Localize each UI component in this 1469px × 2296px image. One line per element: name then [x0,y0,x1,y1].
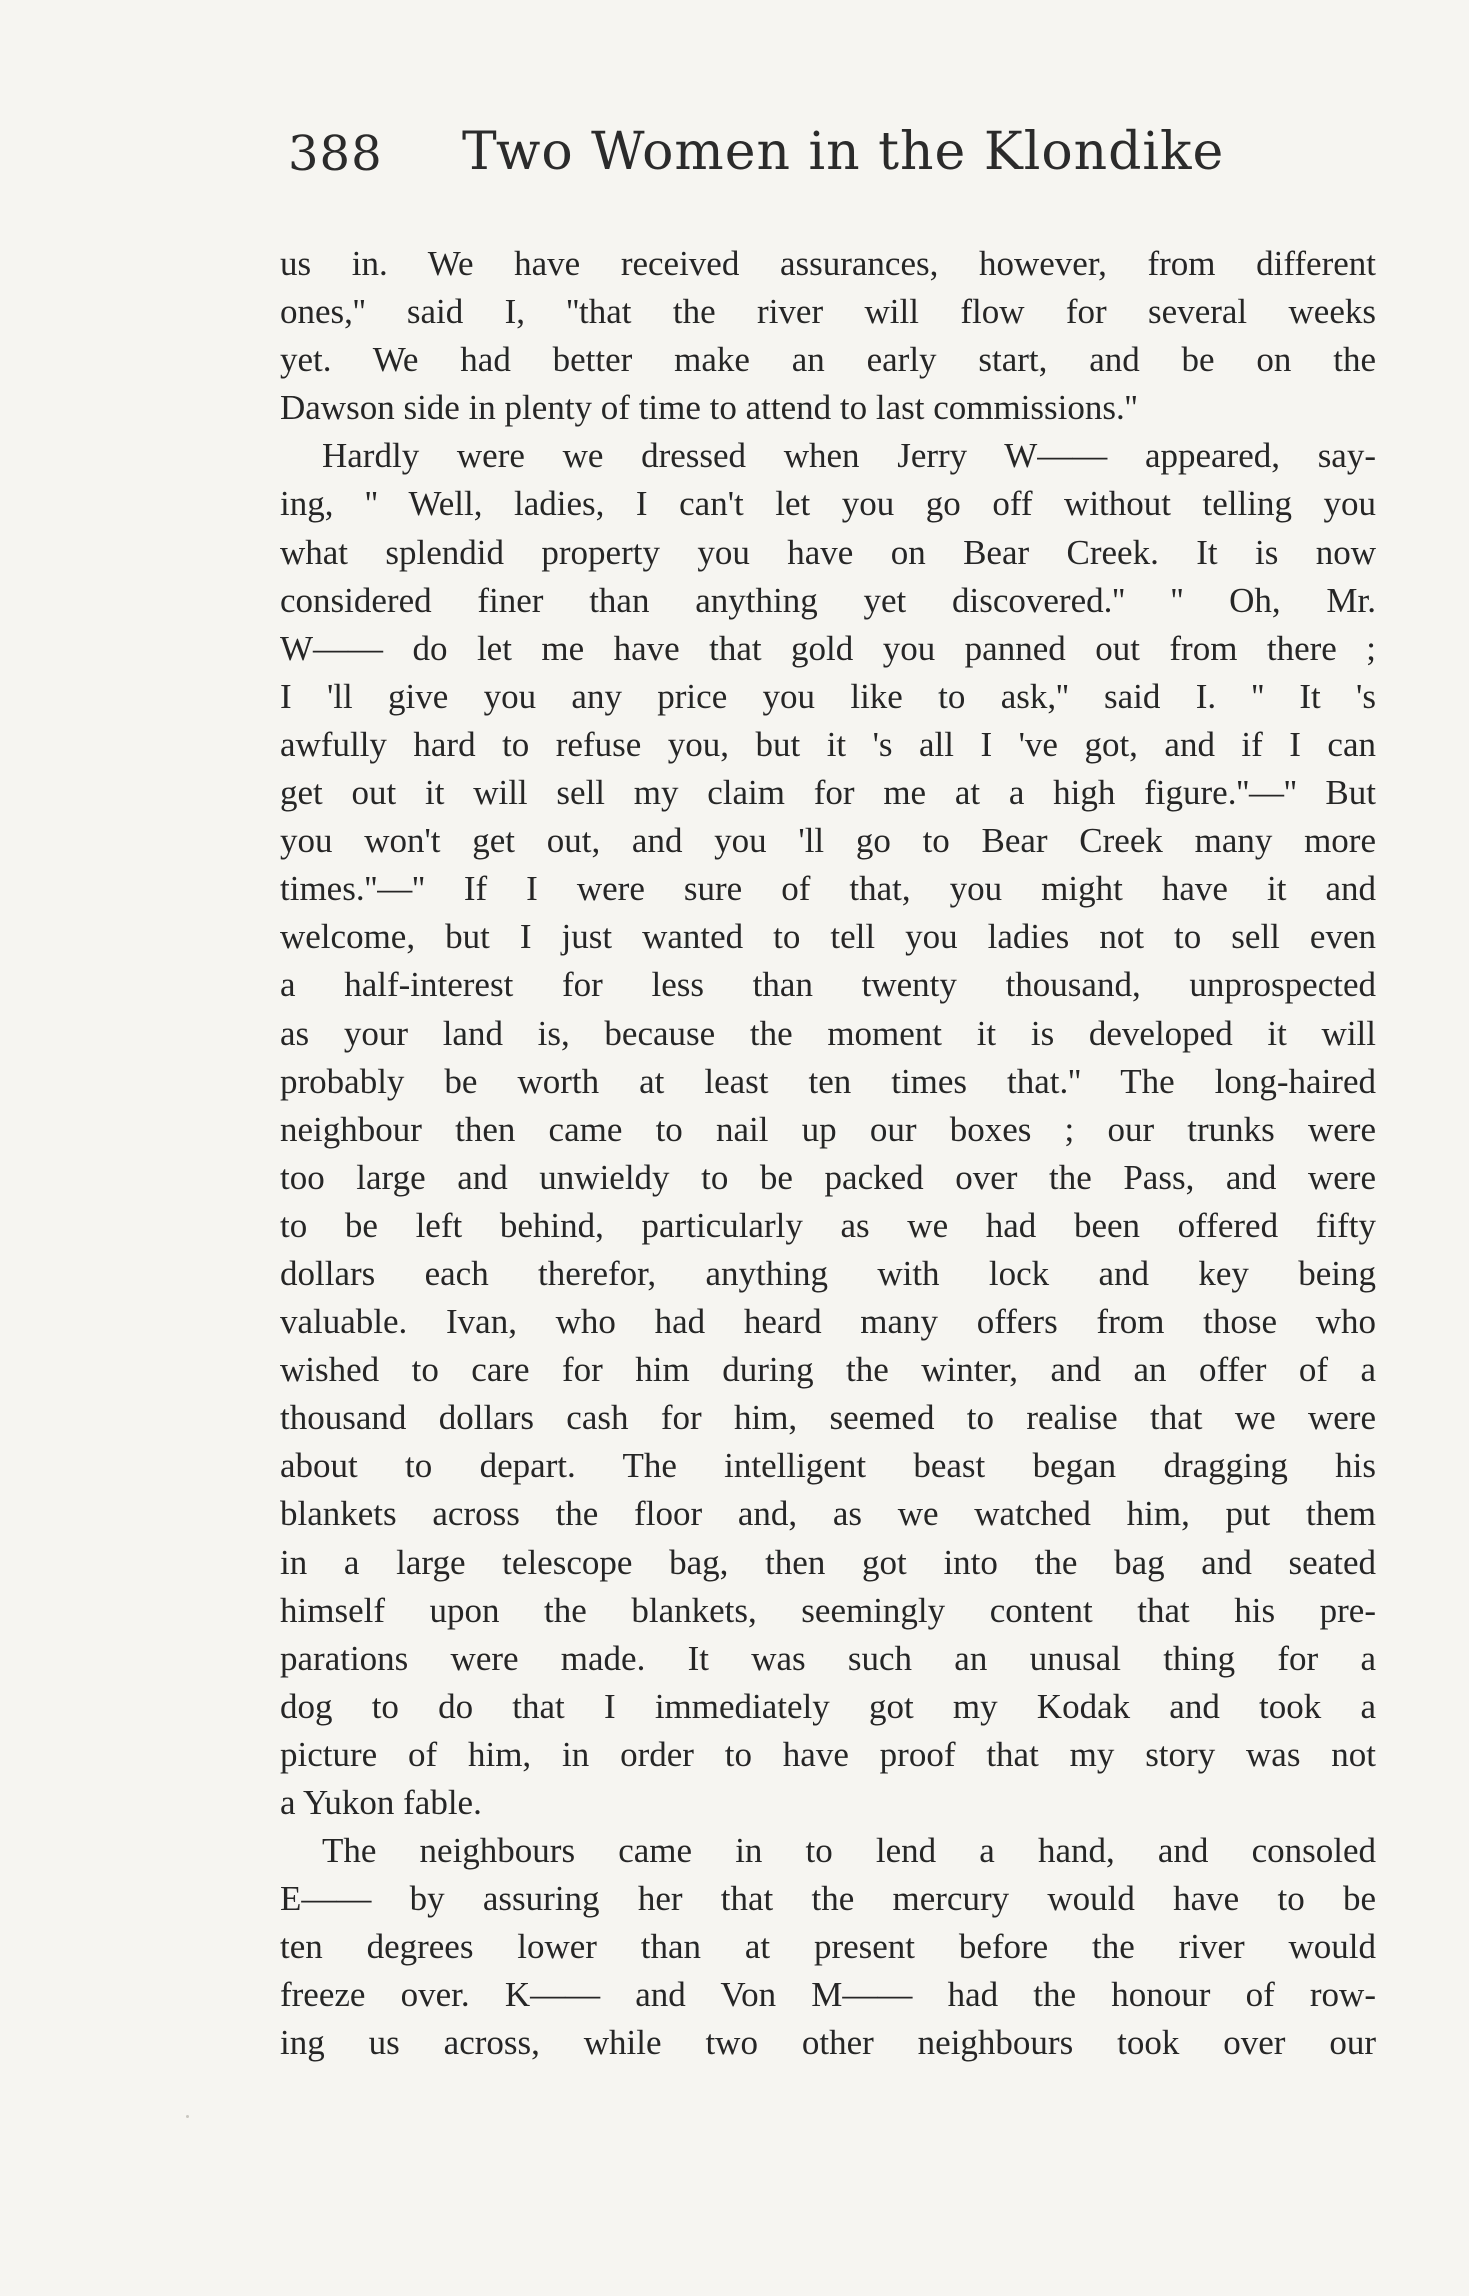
text-line: thousand dollars cash for him, seemed to realise that we were [280,1398,1376,1438]
paper-speck [186,2115,189,2118]
text-line: Hardly were we dressed when Jerry W—— appeared, say- [322,436,1376,476]
text-line: in a large telescope bag, then got into the bag and seated [280,1542,1376,1582]
text-line: about to depart. The intelligent beast began dragging his [280,1446,1376,1486]
text-line: ten degrees lower than at present before the river would [280,1927,1376,1967]
text-line: Dawson side in plenty of time to attend to last commissions.'' [280,388,1138,428]
text-line: times.''—'' If I were sure of that, you might have it and [280,869,1376,909]
text-line: I 'll give you any price you like to ask,'' said I. '' It 's [280,676,1376,716]
text-line: a Yukon fable. [280,1783,482,1822]
page-number: 388 [288,126,383,182]
text-line: yet. We had better make an early start, and be on the [280,340,1376,380]
text-line: picture of him, in order to have proof that my story was not [280,1734,1376,1774]
text-line: too large and unwieldy to be packed over the Pass, and were [280,1157,1376,1197]
text-line: awfully hard to refuse you, but it 's all I 've got, and if I can [280,724,1376,764]
text-line: dollars each therefor, anything with lock and key being [280,1253,1376,1293]
body-text [280,240,1376,2068]
text-line: E—— by assuring her that the mercury would have to be [280,1879,1376,1919]
text-line: himself upon the blankets, seemingly content that his pre- [280,1590,1376,1630]
text-line: parations were made. It was such an unusal thing for a [280,1638,1376,1678]
text-line: ing us across, while two other neighbours took over our [280,2023,1376,2063]
text-line: ones,'' said I, ''that the river will flow for several weeks [280,292,1376,332]
text-line: blankets across the floor and, as we watched him, put them [280,1494,1376,1534]
text-line: neighbour then came to nail up our boxes ; our trunks were [280,1109,1376,1149]
page-header [280,118,1225,198]
text-line: ing, '' Well, ladies, I can't let you go off without telling you [280,484,1376,524]
text-line: a half-interest for less than twenty thousand, unprospected [280,965,1376,1005]
text-line: valuable. Ivan, who had heard many offers from those who [280,1302,1376,1342]
text-line: us in. We have received assurances, however, from different [280,244,1376,283]
text-line: dog to do that I immediately got my Kodak and took a [280,1686,1376,1726]
text-line: as your land is, because the moment it is developed it will [280,1013,1376,1053]
text-line: wished to care for him during the winter, and an offer of a [280,1350,1376,1390]
text-line: what splendid property you have on Bear Creek. It is now [280,532,1376,572]
running-title: Two Women in the Klondike [462,122,1225,182]
text-line: W—— do let me have that gold you panned out from there ; [280,628,1376,668]
text-line: probably be worth at least ten times that.'' The long-haired [280,1061,1376,1101]
text-line: considered finer than anything yet discovered.'' '' Oh, Mr. [280,580,1376,620]
text-line: welcome, but I just wanted to tell you ladies not to sell even [280,917,1376,957]
text-line: to be left behind, particularly as we had been offered fifty [280,1205,1376,1245]
text-line: you won't get out, and you 'll go to Bear Creek many more [280,821,1376,861]
text-line: The neighbours came in to lend a hand, and consoled [322,1831,1376,1871]
text-line: freeze over. K—— and Von M—— had the honour of row- [280,1975,1376,2015]
text-line: get out it will sell my claim for me at a high figure.''—'' But [280,773,1376,813]
